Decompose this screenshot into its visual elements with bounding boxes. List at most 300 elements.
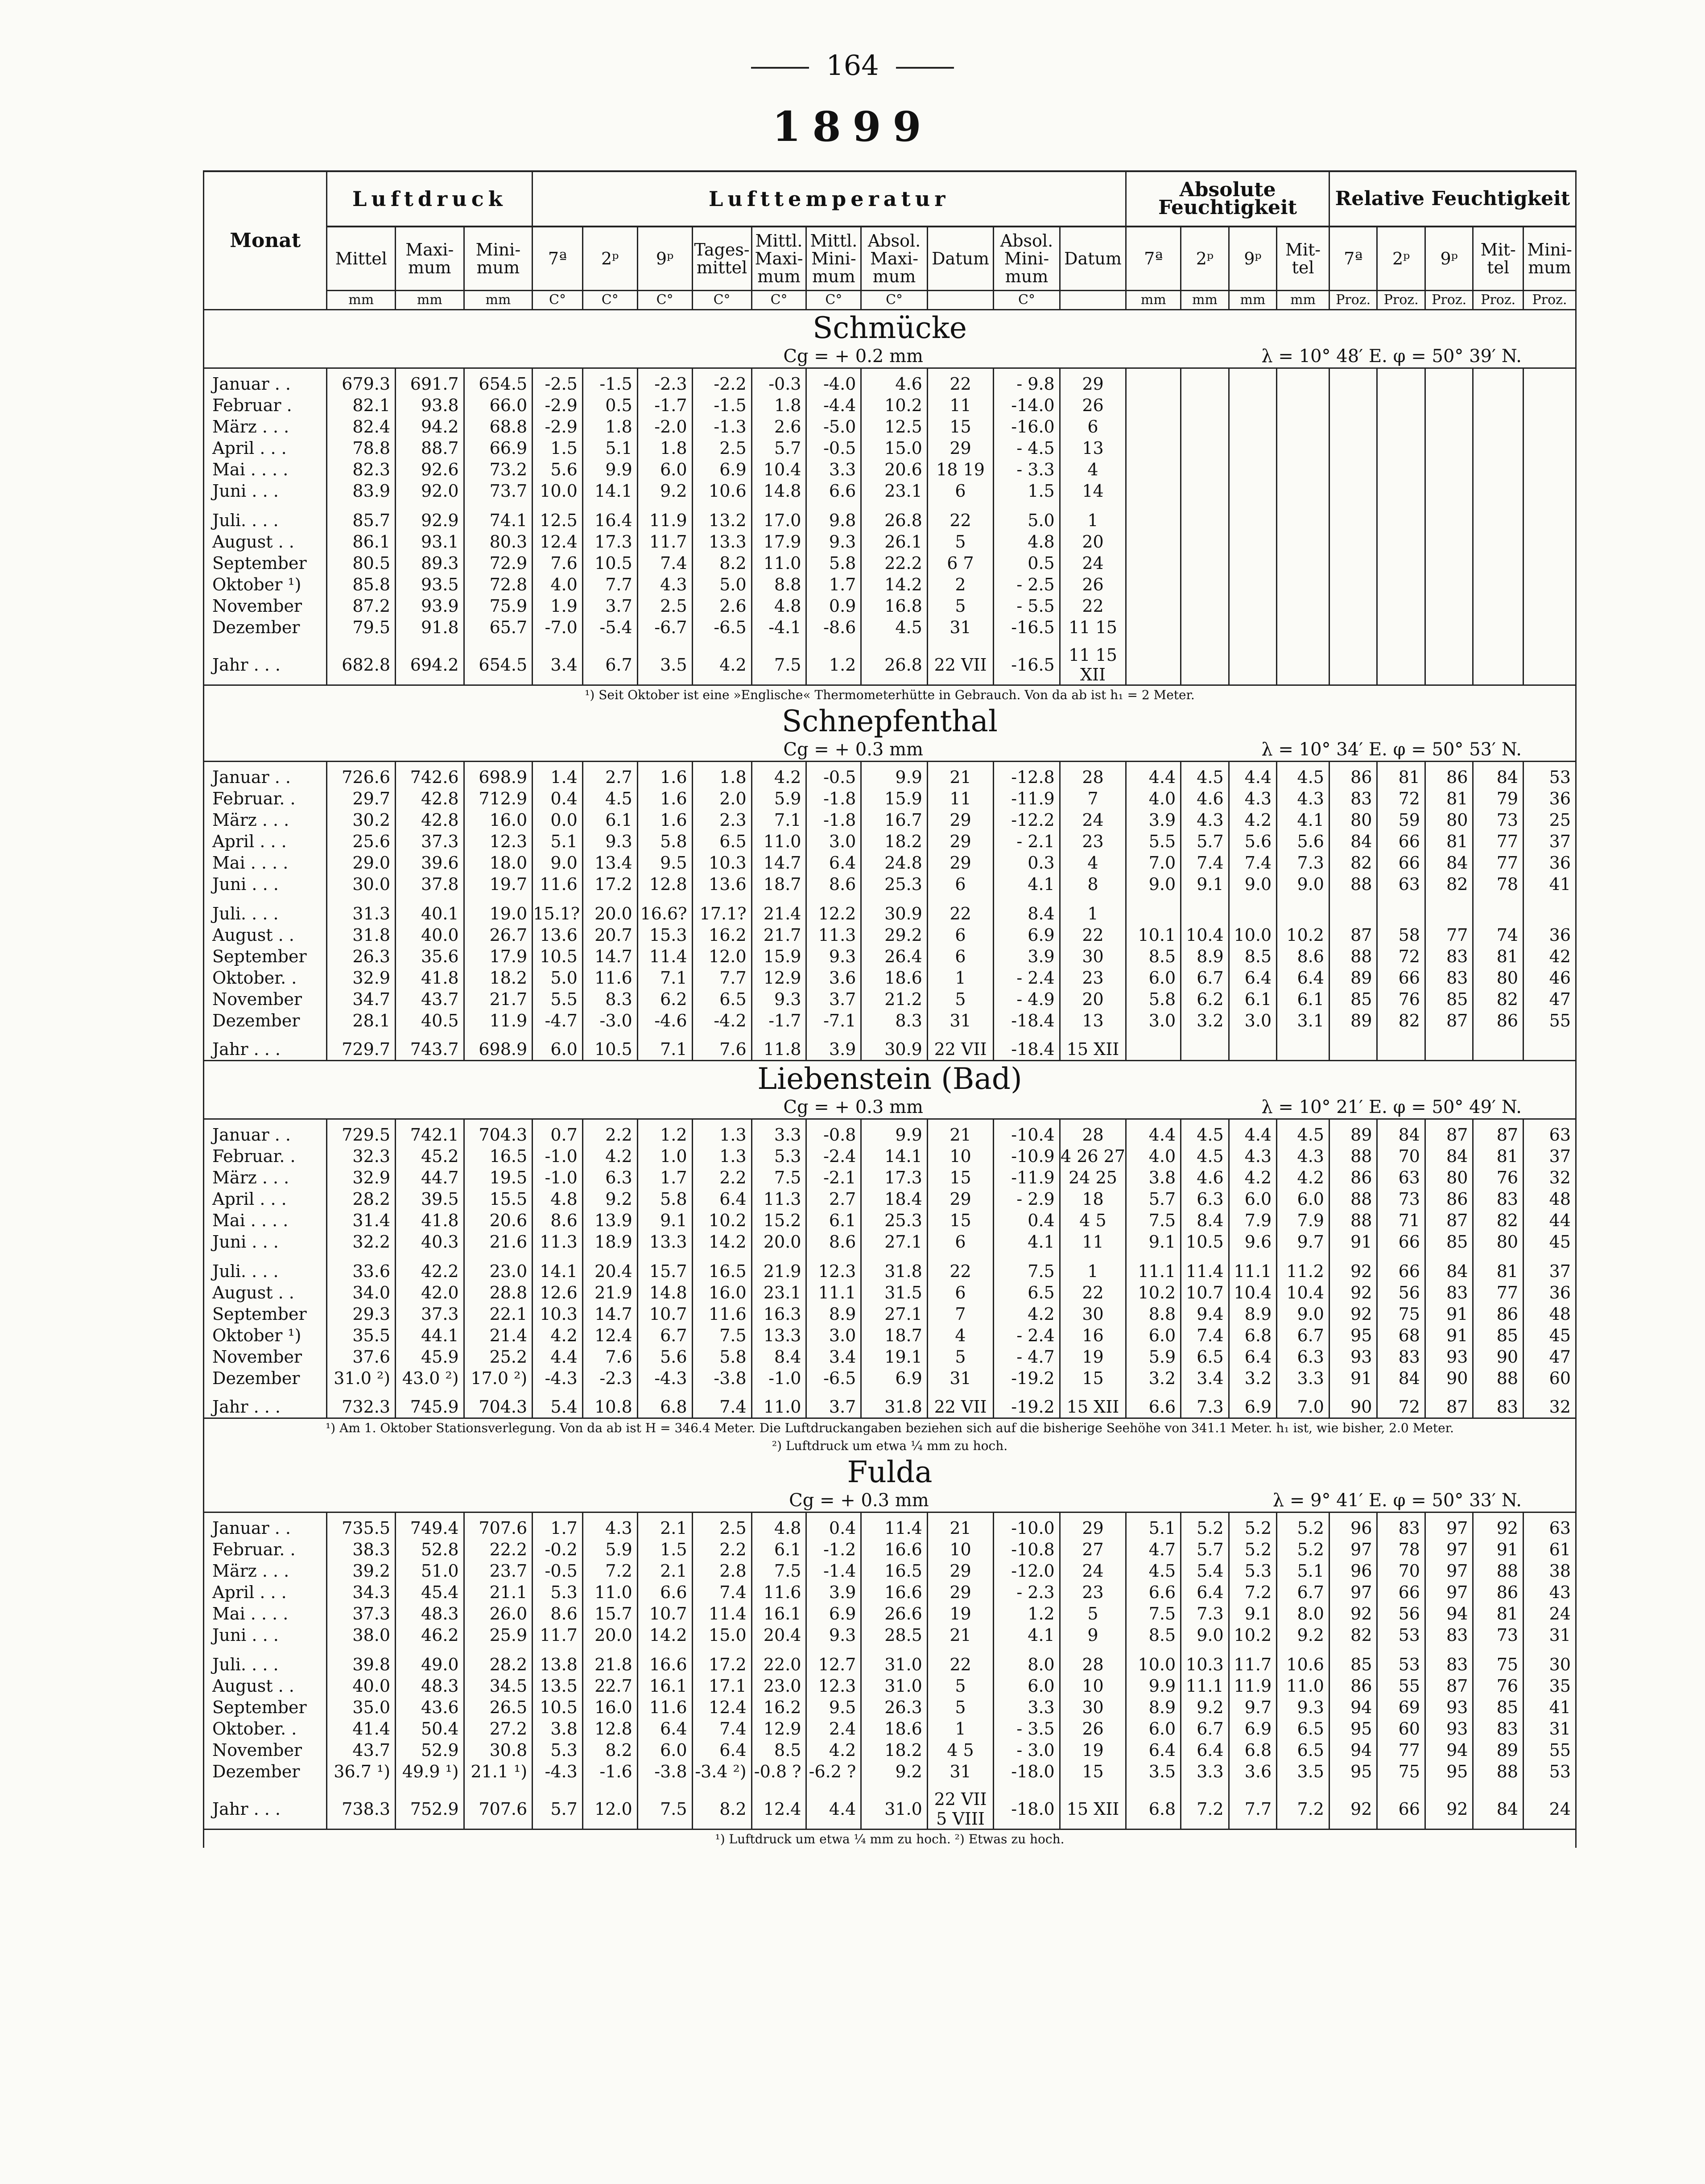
data-cell: 14.1 — [533, 1253, 583, 1282]
data-cell: 22 — [1060, 1282, 1126, 1303]
data-cell: 31.3 — [327, 895, 396, 924]
data-cell: 745.9 — [396, 1389, 464, 1418]
data-cell: 16.3 — [751, 1303, 806, 1325]
data-cell: 76 — [1377, 989, 1425, 1010]
data-cell: 5.6 — [637, 1346, 692, 1368]
data-cell: 88 — [1473, 1761, 1523, 1782]
data-cell: 86 — [1329, 1167, 1377, 1188]
data-cell: 4.5 — [1181, 762, 1229, 788]
data-cell: 6.8 — [1229, 1739, 1277, 1761]
data-cell: 10.0 — [533, 480, 583, 502]
data-cell: 6.4 — [1229, 967, 1277, 989]
data-cell: 42.2 — [396, 1253, 464, 1282]
data-cell: -10.4 — [994, 1119, 1060, 1146]
data-cell: 9.0 — [1277, 874, 1329, 895]
data-cell: 34.3 — [327, 1582, 396, 1603]
data-cell: 30 — [1060, 1303, 1126, 1325]
data-cell: 92 — [1329, 1282, 1377, 1303]
data-cell: 7.4 — [1181, 852, 1229, 874]
page-number: 164 — [0, 49, 1705, 82]
data-cell — [1425, 480, 1473, 502]
absolute-humidity-header: Absolute Feuchtigkeit — [1126, 171, 1329, 227]
data-cell: 74.1 — [464, 502, 533, 531]
data-cell: 3.9 — [1126, 809, 1181, 831]
data-cell: 15.3 — [637, 924, 692, 946]
data-cell: -4.3 — [533, 1761, 583, 1782]
data-cell: 40.3 — [396, 1231, 464, 1253]
data-cell: 6.4 — [806, 852, 861, 874]
data-cell — [1523, 552, 1576, 574]
data-cell: 4.2 — [533, 1325, 583, 1346]
data-cell: 5.8 — [692, 1346, 751, 1368]
data-cell: 75 — [1377, 1303, 1425, 1325]
data-cell: 80.5 — [327, 552, 396, 574]
data-cell: 22.7 — [582, 1675, 637, 1697]
data-cell: 48 — [1523, 1303, 1576, 1325]
data-cell — [1277, 395, 1329, 416]
data-cell: -1.5 — [582, 368, 637, 395]
data-cell — [1181, 638, 1229, 685]
data-cell — [1473, 480, 1523, 502]
data-cell: 13.8 — [533, 1646, 583, 1675]
data-cell: 7.4 — [1181, 1325, 1229, 1346]
data-cell: 83 — [1377, 1512, 1425, 1539]
data-cell: 11.0 — [1277, 1675, 1329, 1697]
data-cell: 14 — [1060, 480, 1126, 502]
data-cell: 8.3 — [582, 989, 637, 1010]
station-meta-row — [204, 1489, 1576, 1512]
data-cell: 2.3 — [692, 809, 751, 831]
data-cell: 4.2 — [1229, 1167, 1277, 1188]
data-cell: 83 — [1473, 1718, 1523, 1739]
data-cell: 16.4 — [582, 502, 637, 531]
data-cell: 28.5 — [861, 1624, 927, 1646]
column-header: 9ᵖ — [1229, 227, 1277, 291]
data-cell: 45 — [1523, 1325, 1576, 1346]
data-cell: 0.9 — [806, 595, 861, 617]
data-cell: 74 — [1473, 924, 1523, 946]
data-cell: 7.9 — [1277, 1210, 1329, 1231]
data-cell: 0.5 — [582, 395, 637, 416]
data-cell: 66 — [1377, 1231, 1425, 1253]
data-cell: 4.3 — [1277, 1146, 1329, 1167]
data-cell: 1 — [927, 1718, 993, 1739]
data-cell: 2.4 — [806, 1718, 861, 1739]
data-cell: 16.8 — [861, 595, 927, 617]
data-cell: 15 — [927, 416, 993, 437]
data-cell: 5.0 — [533, 967, 583, 989]
data-cell: 26.5 — [464, 1697, 533, 1718]
data-cell: 23.0 — [464, 1253, 533, 1282]
data-cell: 8.0 — [1277, 1603, 1329, 1624]
data-cell: 15.9 — [751, 946, 806, 967]
data-cell — [1425, 502, 1473, 531]
data-cell: 97 — [1329, 1539, 1377, 1560]
data-cell: 31 — [927, 617, 993, 638]
data-cell: 6 — [927, 480, 993, 502]
data-cell: 7.5 — [1126, 1210, 1181, 1231]
data-cell: 6 — [927, 874, 993, 895]
data-cell: 7.6 — [582, 1346, 637, 1368]
data-cell — [1523, 595, 1576, 617]
data-cell: 31 — [1523, 1718, 1576, 1739]
unit-label: C° — [806, 291, 861, 310]
data-cell: 4.2 — [1277, 1167, 1329, 1188]
data-cell: 15 — [927, 1167, 993, 1188]
data-cell: -4.4 — [806, 395, 861, 416]
data-cell: 6.5 — [994, 1282, 1060, 1303]
month-label: September — [204, 1697, 327, 1718]
data-cell: 81 — [1473, 1253, 1523, 1282]
data-cell: -16.5 — [994, 617, 1060, 638]
column-header: Mit-tel — [1277, 227, 1329, 291]
data-cell: 9.9 — [1126, 1675, 1181, 1697]
data-cell: 4.5 — [582, 788, 637, 809]
data-cell: 8.6 — [1277, 946, 1329, 967]
data-cell: 1.2 — [806, 638, 861, 685]
data-cell: 4.5 — [1277, 762, 1329, 788]
data-cell: 1.8 — [751, 395, 806, 416]
unit-label: Proz. — [1523, 291, 1576, 310]
data-cell: 25.9 — [464, 1624, 533, 1646]
data-cell: 41.8 — [396, 1210, 464, 1231]
data-cell: 8.2 — [582, 1739, 637, 1761]
data-cell: 10.5 — [533, 1697, 583, 1718]
data-cell: 5 — [1060, 1603, 1126, 1624]
data-cell: 39.6 — [396, 852, 464, 874]
data-cell: 13.6 — [692, 874, 751, 895]
data-cell: 704.3 — [464, 1119, 533, 1146]
data-cell: 86 — [1425, 1188, 1473, 1210]
column-header: 9ᵖ — [637, 227, 692, 291]
data-cell — [1377, 437, 1425, 459]
data-cell: 24 — [1523, 1603, 1576, 1624]
data-cell: 94 — [1329, 1697, 1377, 1718]
data-cell: 698.9 — [464, 762, 533, 788]
data-cell: 81 — [1425, 831, 1473, 852]
data-cell: 7.0 — [1126, 852, 1181, 874]
data-cell: 9.7 — [1229, 1697, 1277, 1718]
data-cell: -4.7 — [533, 1010, 583, 1031]
data-cell: 4.3 — [1277, 788, 1329, 809]
data-cell: 5.2 — [1277, 1539, 1329, 1560]
data-cell: 4.6 — [861, 368, 927, 395]
month-label: November — [204, 595, 327, 617]
data-cell: 30.2 — [327, 809, 396, 831]
data-cell: 28.2 — [327, 1188, 396, 1210]
data-cell: 32 — [1523, 1167, 1576, 1188]
data-cell: 31 — [1523, 1624, 1576, 1646]
unit-label: C° — [582, 291, 637, 310]
data-cell: -3.0 — [582, 1010, 637, 1031]
data-cell: 9.1 — [1181, 874, 1229, 895]
data-cell — [1473, 1031, 1523, 1061]
data-cell: 4.0 — [1126, 788, 1181, 809]
data-cell: 0.4 — [806, 1512, 861, 1539]
data-cell — [1277, 368, 1329, 395]
data-cell: 3.2 — [1126, 1368, 1181, 1389]
data-cell: 6.1 — [582, 809, 637, 831]
data-cell: 92 — [1329, 1603, 1377, 1624]
data-cell: 5.9 — [751, 788, 806, 809]
data-cell: 1.5 — [637, 1539, 692, 1560]
data-cell: 92 — [1473, 1512, 1523, 1539]
data-cell: 40.0 — [396, 924, 464, 946]
data-cell — [1329, 552, 1377, 574]
data-cell: 20.4 — [582, 1253, 637, 1282]
data-cell: 20.4 — [751, 1624, 806, 1646]
data-cell: 36 — [1523, 788, 1576, 809]
data-cell: 56 — [1377, 1603, 1425, 1624]
data-cell: 7.3 — [1181, 1603, 1229, 1624]
data-cell — [1181, 416, 1229, 437]
data-cell: 712.9 — [464, 788, 533, 809]
data-cell: 28 — [1060, 1119, 1126, 1146]
data-cell: 21.9 — [751, 1253, 806, 1282]
data-cell: 5.8 — [806, 552, 861, 574]
data-cell: 10.1 — [1126, 924, 1181, 946]
data-cell: 729.5 — [327, 1119, 396, 1146]
data-cell — [1425, 459, 1473, 480]
data-cell: 6.0 — [994, 1675, 1060, 1697]
data-cell: 6.0 — [1126, 1325, 1181, 1346]
barometer-correction: Cg = + 0.2 mm — [783, 346, 923, 367]
data-cell: 5.8 — [637, 831, 692, 852]
data-cell: 26.3 — [861, 1697, 927, 1718]
data-cell: 66 — [1377, 852, 1425, 874]
data-cell — [1377, 552, 1425, 574]
data-cell: 7 — [1060, 788, 1126, 809]
data-cell: 91 — [1425, 1325, 1473, 1346]
month-label: Jahr . . . — [204, 1782, 327, 1830]
data-cell — [1425, 1031, 1473, 1061]
data-cell: 3.3 — [1181, 1761, 1229, 1782]
data-cell: 11.6 — [582, 967, 637, 989]
data-cell: 63 — [1523, 1512, 1576, 1539]
month-row — [204, 531, 1576, 552]
data-cell: 80 — [1329, 809, 1377, 831]
data-cell: 16.0 — [464, 809, 533, 831]
data-cell: 26 — [1060, 574, 1126, 595]
data-cell — [1277, 638, 1329, 685]
month-label: Februar . — [204, 395, 327, 416]
unit-label: mm — [1181, 291, 1229, 310]
data-cell: -1.7 — [637, 395, 692, 416]
data-cell: 45 — [1523, 1231, 1576, 1253]
data-cell: 11.8 — [751, 1031, 806, 1061]
data-cell: 2.2 — [582, 1119, 637, 1146]
data-cell — [1277, 480, 1329, 502]
data-cell: 3.0 — [1229, 1010, 1277, 1031]
data-cell — [1181, 574, 1229, 595]
data-cell: -2.3 — [637, 368, 692, 395]
data-cell: 17.1? — [692, 895, 751, 924]
data-cell: 682.8 — [327, 638, 396, 685]
data-cell: 72 — [1377, 788, 1425, 809]
data-cell: 63 — [1377, 874, 1425, 895]
month-label: März . . . — [204, 1560, 327, 1582]
data-cell: 4.5 — [1126, 1560, 1181, 1582]
data-cell: 69 — [1377, 1697, 1425, 1718]
data-cell: 75 — [1377, 1761, 1425, 1782]
data-cell: 10.4 — [1229, 1282, 1277, 1303]
data-cell: 11.2 — [1277, 1253, 1329, 1282]
data-cell: 3.8 — [1126, 1167, 1181, 1188]
column-header: Datum — [1060, 227, 1126, 291]
data-cell: 15.7 — [637, 1253, 692, 1282]
month-row — [204, 1210, 1576, 1231]
data-cell: -3.8 — [692, 1368, 751, 1389]
data-cell: 5 — [927, 989, 993, 1010]
month-row — [204, 437, 1576, 459]
data-cell: 24 — [1523, 1782, 1576, 1830]
data-cell: 26.8 — [861, 638, 927, 685]
data-cell: 88 — [1329, 946, 1377, 967]
data-cell — [1377, 416, 1425, 437]
data-cell — [1181, 437, 1229, 459]
data-cell: 9.2 — [861, 1761, 927, 1782]
data-cell — [1425, 416, 1473, 437]
data-cell: 5.7 — [1181, 831, 1229, 852]
data-cell: 14.2 — [861, 574, 927, 595]
data-cell: 17.3 — [861, 1167, 927, 1188]
data-cell — [1523, 395, 1576, 416]
data-cell — [1473, 617, 1523, 638]
data-cell — [1277, 437, 1329, 459]
month-label: Mai . . . . — [204, 852, 327, 874]
data-cell: 18.7 — [861, 1325, 927, 1346]
month-label: April . . . — [204, 1582, 327, 1603]
data-cell: 5.8 — [1126, 989, 1181, 1010]
data-cell — [1329, 368, 1377, 395]
data-cell: -10.9 — [994, 1146, 1060, 1167]
data-cell: 52.8 — [396, 1539, 464, 1560]
data-cell: 5.1 — [1277, 1560, 1329, 1582]
data-cell: 29 — [927, 1188, 993, 1210]
data-cell: 28 — [1060, 762, 1126, 788]
data-cell: 6.4 — [1126, 1739, 1181, 1761]
unit-headers — [204, 291, 1576, 310]
data-cell: 6.8 — [637, 1389, 692, 1418]
data-cell: 9.9 — [861, 762, 927, 788]
data-cell: 77 — [1377, 1739, 1425, 1761]
footnote-row — [204, 1418, 1576, 1437]
data-cell: 3.2 — [1229, 1368, 1277, 1389]
data-cell: 6.8 — [1229, 1325, 1277, 1346]
data-cell: 11.6 — [637, 1697, 692, 1718]
month-row — [204, 1303, 1576, 1325]
month-row — [204, 1603, 1576, 1624]
barometer-correction: Cg = + 0.3 mm — [783, 739, 923, 760]
data-cell: 30.9 — [861, 1031, 927, 1061]
data-cell: 7.7 — [692, 967, 751, 989]
data-cell — [1425, 368, 1473, 395]
data-cell: 6.7 — [582, 638, 637, 685]
data-cell: 5.7 — [1181, 1539, 1229, 1560]
data-cell: 10 — [1060, 1675, 1126, 1697]
data-cell — [1229, 368, 1277, 395]
data-cell: 5.1 — [582, 437, 637, 459]
data-cell: 16.2 — [751, 1697, 806, 1718]
data-cell: 73 — [1473, 809, 1523, 831]
data-cell: 82.4 — [327, 416, 396, 437]
data-cell: 40.1 — [396, 895, 464, 924]
data-cell: 9.2 — [637, 480, 692, 502]
data-cell: 0.4 — [533, 788, 583, 809]
data-cell: 14.1 — [861, 1146, 927, 1167]
month-row — [204, 395, 1576, 416]
data-cell — [1523, 531, 1576, 552]
data-cell: 10.6 — [1277, 1646, 1329, 1675]
data-cell: 18 — [1060, 1188, 1126, 1210]
month-label: April . . . — [204, 831, 327, 852]
data-cell: 95 — [1329, 1325, 1377, 1346]
data-cell: -2.1 — [806, 1167, 861, 1188]
data-cell: 10.7 — [637, 1303, 692, 1325]
data-cell: 7.3 — [1181, 1389, 1229, 1418]
data-cell: 31 — [927, 1761, 993, 1782]
data-cell: 22 — [927, 1253, 993, 1282]
data-cell: 88 — [1473, 1560, 1523, 1582]
data-cell: 82 — [1329, 852, 1377, 874]
data-cell: 40.5 — [396, 1010, 464, 1031]
data-cell: 20.7 — [582, 924, 637, 946]
data-cell: 32.3 — [327, 1146, 396, 1167]
data-cell: 82.1 — [327, 395, 396, 416]
month-row — [204, 1188, 1576, 1210]
data-cell: 3.7 — [806, 989, 861, 1010]
data-cell: 26 — [1060, 395, 1126, 416]
data-cell: 97 — [1425, 1512, 1473, 1539]
data-cell: 31.0 — [861, 1782, 927, 1830]
data-cell: 90 — [1473, 1346, 1523, 1368]
data-cell: 13 — [1060, 437, 1126, 459]
month-label: Juni . . . — [204, 874, 327, 895]
data-cell: 11.1 — [1181, 1675, 1229, 1697]
data-cell: 4.4 — [1126, 762, 1181, 788]
data-cell: 6 — [1060, 416, 1126, 437]
data-cell: 37 — [1523, 1146, 1576, 1167]
data-cell — [1126, 531, 1181, 552]
month-row — [204, 1368, 1576, 1389]
data-cell: 16.1 — [637, 1675, 692, 1697]
data-cell: 4.5 — [861, 617, 927, 638]
data-cell: 4.5 — [1277, 1119, 1329, 1146]
data-cell — [1473, 552, 1523, 574]
data-cell: 12.3 — [806, 1253, 861, 1282]
data-cell: 11.9 — [637, 502, 692, 531]
data-cell: 31.5 — [861, 1282, 927, 1303]
data-cell: 13.3 — [751, 1325, 806, 1346]
data-cell: 25.3 — [861, 1210, 927, 1231]
data-cell — [1377, 638, 1425, 685]
data-cell: -3.8 — [637, 1761, 692, 1782]
data-cell: 9.1 — [1229, 1603, 1277, 1624]
data-cell: - 4.9 — [994, 989, 1060, 1010]
data-cell — [1473, 395, 1523, 416]
data-cell: 9.0 — [1181, 1624, 1229, 1646]
data-cell: 7.5 — [1126, 1603, 1181, 1624]
data-cell: 48 — [1523, 1188, 1576, 1210]
data-cell: 9.3 — [806, 946, 861, 967]
data-cell: 15.9 — [861, 788, 927, 809]
data-cell: 8.6 — [533, 1210, 583, 1231]
data-cell: 14.2 — [692, 1231, 751, 1253]
data-cell: 4 — [1060, 852, 1126, 874]
data-cell: 21.7 — [464, 989, 533, 1010]
data-cell: 742.1 — [396, 1119, 464, 1146]
data-cell: 6.1 — [806, 1210, 861, 1231]
